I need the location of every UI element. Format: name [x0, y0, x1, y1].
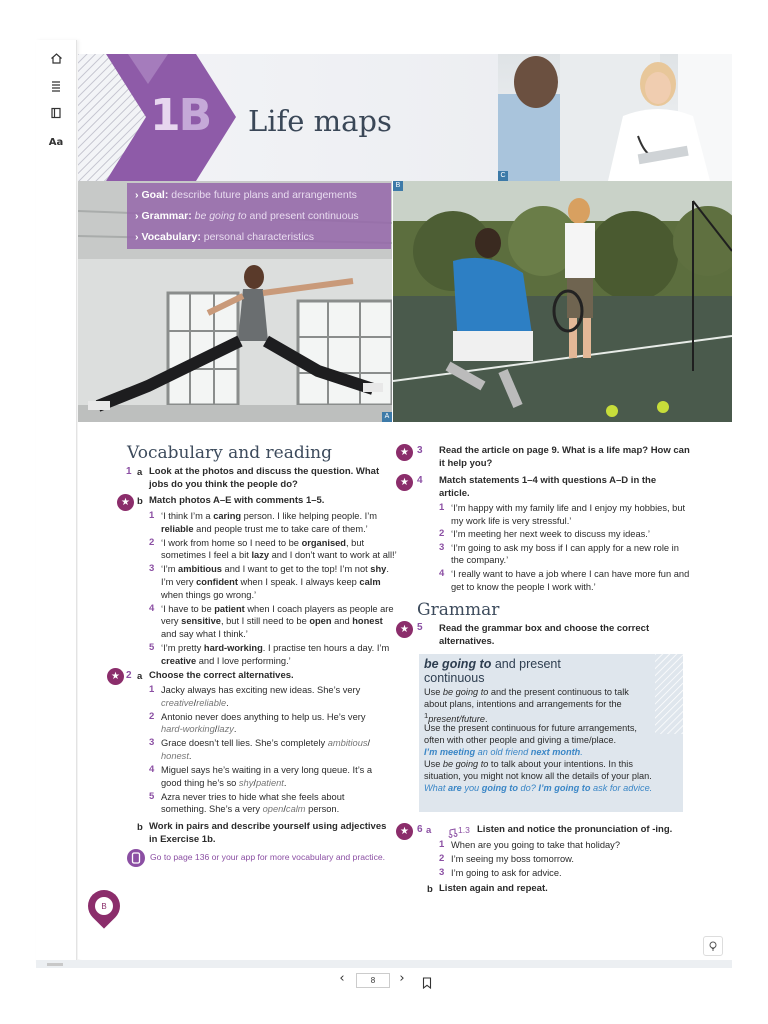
item-text: When are you going to take that holiday?: [451, 840, 621, 850]
grammar-goal-line: › Grammar: be going to and present continuous: [135, 210, 359, 222]
more-practice-link[interactable]: Go to page 136 or your app for more vocabulary and practice.: [150, 852, 386, 862]
item-text: get to know the people I work with.’: [451, 581, 596, 592]
item-text: hard-working/lazy.: [161, 724, 237, 735]
exercise-1a-instruction: Look at the photos and discuss the question. What jobs do you think the people do?: [149, 466, 380, 490]
previous-page-button[interactable]: ‹: [339, 971, 345, 986]
exercise-number-1: 1: [126, 466, 132, 477]
grammar-box-line: $^1$present/future.: [424, 711, 488, 725]
exercise-6b-label: b: [427, 884, 433, 895]
exercise-2b-instruction: Work in pairs and describe yourself using adjectives in Exercise 1b.: [149, 821, 387, 845]
item-text: Azra never tries to hide what she feels about: [161, 791, 345, 802]
item-text: and say what I think.’: [161, 628, 248, 639]
star-icon: ★: [396, 474, 413, 491]
item-text: sometimes I feel a bit lazy and I don’t want to work at all!’: [161, 550, 397, 561]
item-number: 3: [149, 563, 155, 575]
item-number: 1: [439, 839, 445, 850]
phone-app-icon[interactable]: [127, 849, 145, 867]
item-text: I’m going to ask for advice.: [451, 867, 562, 878]
item-number: 2: [439, 852, 445, 864]
exercise-6a-label: a: [426, 825, 432, 836]
exercise-number-5: 5: [417, 622, 423, 633]
item-number: 1: [149, 684, 155, 695]
star-icon: ★: [117, 494, 134, 511]
audio-track-number: 1.3: [458, 825, 470, 835]
goal-line: › Goal: describe future plans and arrangements: [135, 189, 357, 201]
exercise-5-instruction: Read the grammar box and choose the correct alternatives.: [439, 623, 650, 647]
next-page-button[interactable]: ›: [399, 971, 405, 986]
star-icon: ★: [396, 823, 413, 840]
photo-label-c: C: [498, 171, 508, 181]
left-toolbar: [36, 40, 77, 965]
item-text: ‘I’m going to ask my boss if I can apply for a new role in: [451, 542, 679, 553]
exercise-1a-label: a: [137, 467, 143, 478]
star-icon: ★: [107, 668, 124, 685]
star-icon: ★: [396, 621, 413, 638]
list-icon[interactable]: [46, 76, 66, 96]
item-number: 2: [439, 528, 445, 540]
item-number: 3: [149, 737, 155, 749]
item-text: ‘I think I’m a caring person. I like helping people. I’m: [161, 511, 378, 521]
photo-b: [393, 181, 732, 422]
item-text: ‘I work from home so I need to be organised, but: [161, 537, 365, 548]
item-number: 2: [149, 536, 155, 548]
exercise-2a-label: a: [137, 671, 143, 682]
exercise-number-4: 4: [417, 475, 423, 486]
item-number: 4: [149, 764, 155, 776]
item-number: 1: [149, 510, 155, 521]
photo-c: [498, 54, 732, 181]
item-text: very sensitive, but I still need to be open and honest: [161, 616, 383, 627]
item-text: ‘I really want to have a job where I can have more fun and: [451, 569, 690, 579]
exercise-4-instruction: Match statements 1–4 with questions A–D in the article.: [439, 475, 657, 499]
item-text: Jacky always has exciting new ideas. She’s very: [161, 685, 361, 695]
grammar-box: [419, 654, 683, 812]
exercise-1b-instruction: Match photos A–E with comments 1–5.: [149, 495, 325, 506]
item-text: good thing he’s so shy/patient.: [161, 777, 287, 788]
exercise-2b-label: b: [137, 822, 143, 833]
lesson-number: 1B: [150, 90, 211, 141]
page-navigator: [334, 972, 440, 988]
page-number-input[interactable]: 8: [356, 973, 390, 988]
item-text: ‘I’m happy with my family life and I enjoy my hobbies, but: [451, 503, 686, 513]
item-text: creative and I love performing.’: [161, 655, 291, 666]
grammar-box-line: What are you going to do? I’m going to ask for advice.: [424, 783, 653, 793]
grammar-box-line: Use be going to to talk about your intentions. In this: [424, 759, 633, 769]
item-number: 5: [149, 642, 155, 653]
scrollbar-thumb[interactable]: [47, 963, 63, 966]
item-text: reliable and people trust me to take care of them.’: [161, 523, 368, 534]
grammar-box-line: about plans, intentions and arrangements for the: [424, 699, 622, 709]
photo-label-a: A: [382, 412, 392, 422]
item-number: 4: [149, 602, 155, 614]
bookmark-icon[interactable]: [422, 974, 434, 986]
item-text: ‘I’m ambitious and I want to get to the top! I’m not shy.: [161, 564, 389, 575]
grammar-box-title: be going to and present continuous: [424, 657, 561, 685]
item-text: my work life is very stressful.’: [451, 515, 572, 526]
item-text: creative/reliable.: [161, 697, 229, 708]
exercise-3-instruction: Read the article on page 9. What is a life map? How can it help you?: [439, 445, 690, 469]
grammar-box-line: Use the present continuous for future arrangements,: [424, 723, 637, 733]
audio-icon[interactable]: [448, 823, 458, 833]
item-number: 3: [439, 866, 445, 878]
pin-label: B: [95, 897, 113, 915]
exercise-6a-instruction: Listen and notice the pronunciation of -ing.: [477, 824, 673, 835]
item-number: 3: [439, 541, 445, 553]
item-number: 4: [439, 568, 445, 579]
item-text: Miguel says he’s waiting in a very long queue. It’s a: [161, 765, 373, 776]
exercise-number-6: 6: [417, 824, 423, 835]
exercise-6b-instruction: Listen again and repeat.: [439, 883, 548, 894]
exercise-number-2: 2: [126, 670, 132, 681]
item-text: honest.: [161, 750, 192, 761]
item-text: ‘I’m pretty hard-working. I practise ten hours a day. I’m: [161, 643, 390, 653]
grammar-box-line: situation, you might not know all the details of your plan.: [424, 771, 652, 781]
book-icon[interactable]: [46, 103, 66, 123]
exercise-1b-label: b: [137, 496, 143, 507]
item-text: Antonio never does anything to help us. He’s very: [161, 711, 366, 722]
text-size-icon[interactable]: Aa: [48, 136, 64, 148]
page-title: Life maps: [248, 104, 392, 138]
exercise-number-3: 3: [417, 445, 423, 456]
grammar-box-line: often with other people and giving a time/place.: [424, 735, 617, 745]
grammar-box-line: Use be going to and the present continuous to talk: [424, 687, 629, 697]
horizontal-scrollbar[interactable]: [36, 960, 732, 968]
section-heading-vocabulary: Vocabulary and reading: [127, 443, 332, 463]
item-text: the company.’: [451, 555, 509, 566]
item-text: ‘I have to be patient when I coach players as people are: [161, 603, 394, 614]
grammar-box-line: I’m meeting an old friend next month.: [424, 747, 583, 757]
item-text: ‘I’m meeting her next week to discuss my ideas.’: [451, 529, 650, 540]
exercise-2a-instruction: Choose the correct alternatives.: [149, 670, 294, 681]
item-text: I’m seeing my boss tomorrow.: [451, 853, 574, 864]
lightbulb-icon[interactable]: [703, 936, 723, 956]
star-icon: ★: [396, 444, 413, 461]
item-text: I’m very confident when I speak. I always keep calm: [161, 576, 381, 587]
home-icon[interactable]: [46, 48, 66, 68]
lesson-goals-box: [127, 183, 391, 249]
section-heading-grammar: Grammar: [417, 600, 500, 620]
item-number: 2: [149, 710, 155, 722]
vocabulary-goal-line: › Vocabulary: personal characteristics: [135, 231, 315, 243]
photo-label-b: B: [393, 181, 403, 191]
item-number: 1: [439, 502, 445, 513]
item-text: something. She’s a very open/calm person.: [161, 804, 340, 815]
item-text: Grace doesn’t tell lies. She’s completely ambitious/: [161, 738, 371, 749]
item-number: 5: [149, 790, 155, 802]
item-text: when things go wrong.’: [161, 589, 257, 600]
